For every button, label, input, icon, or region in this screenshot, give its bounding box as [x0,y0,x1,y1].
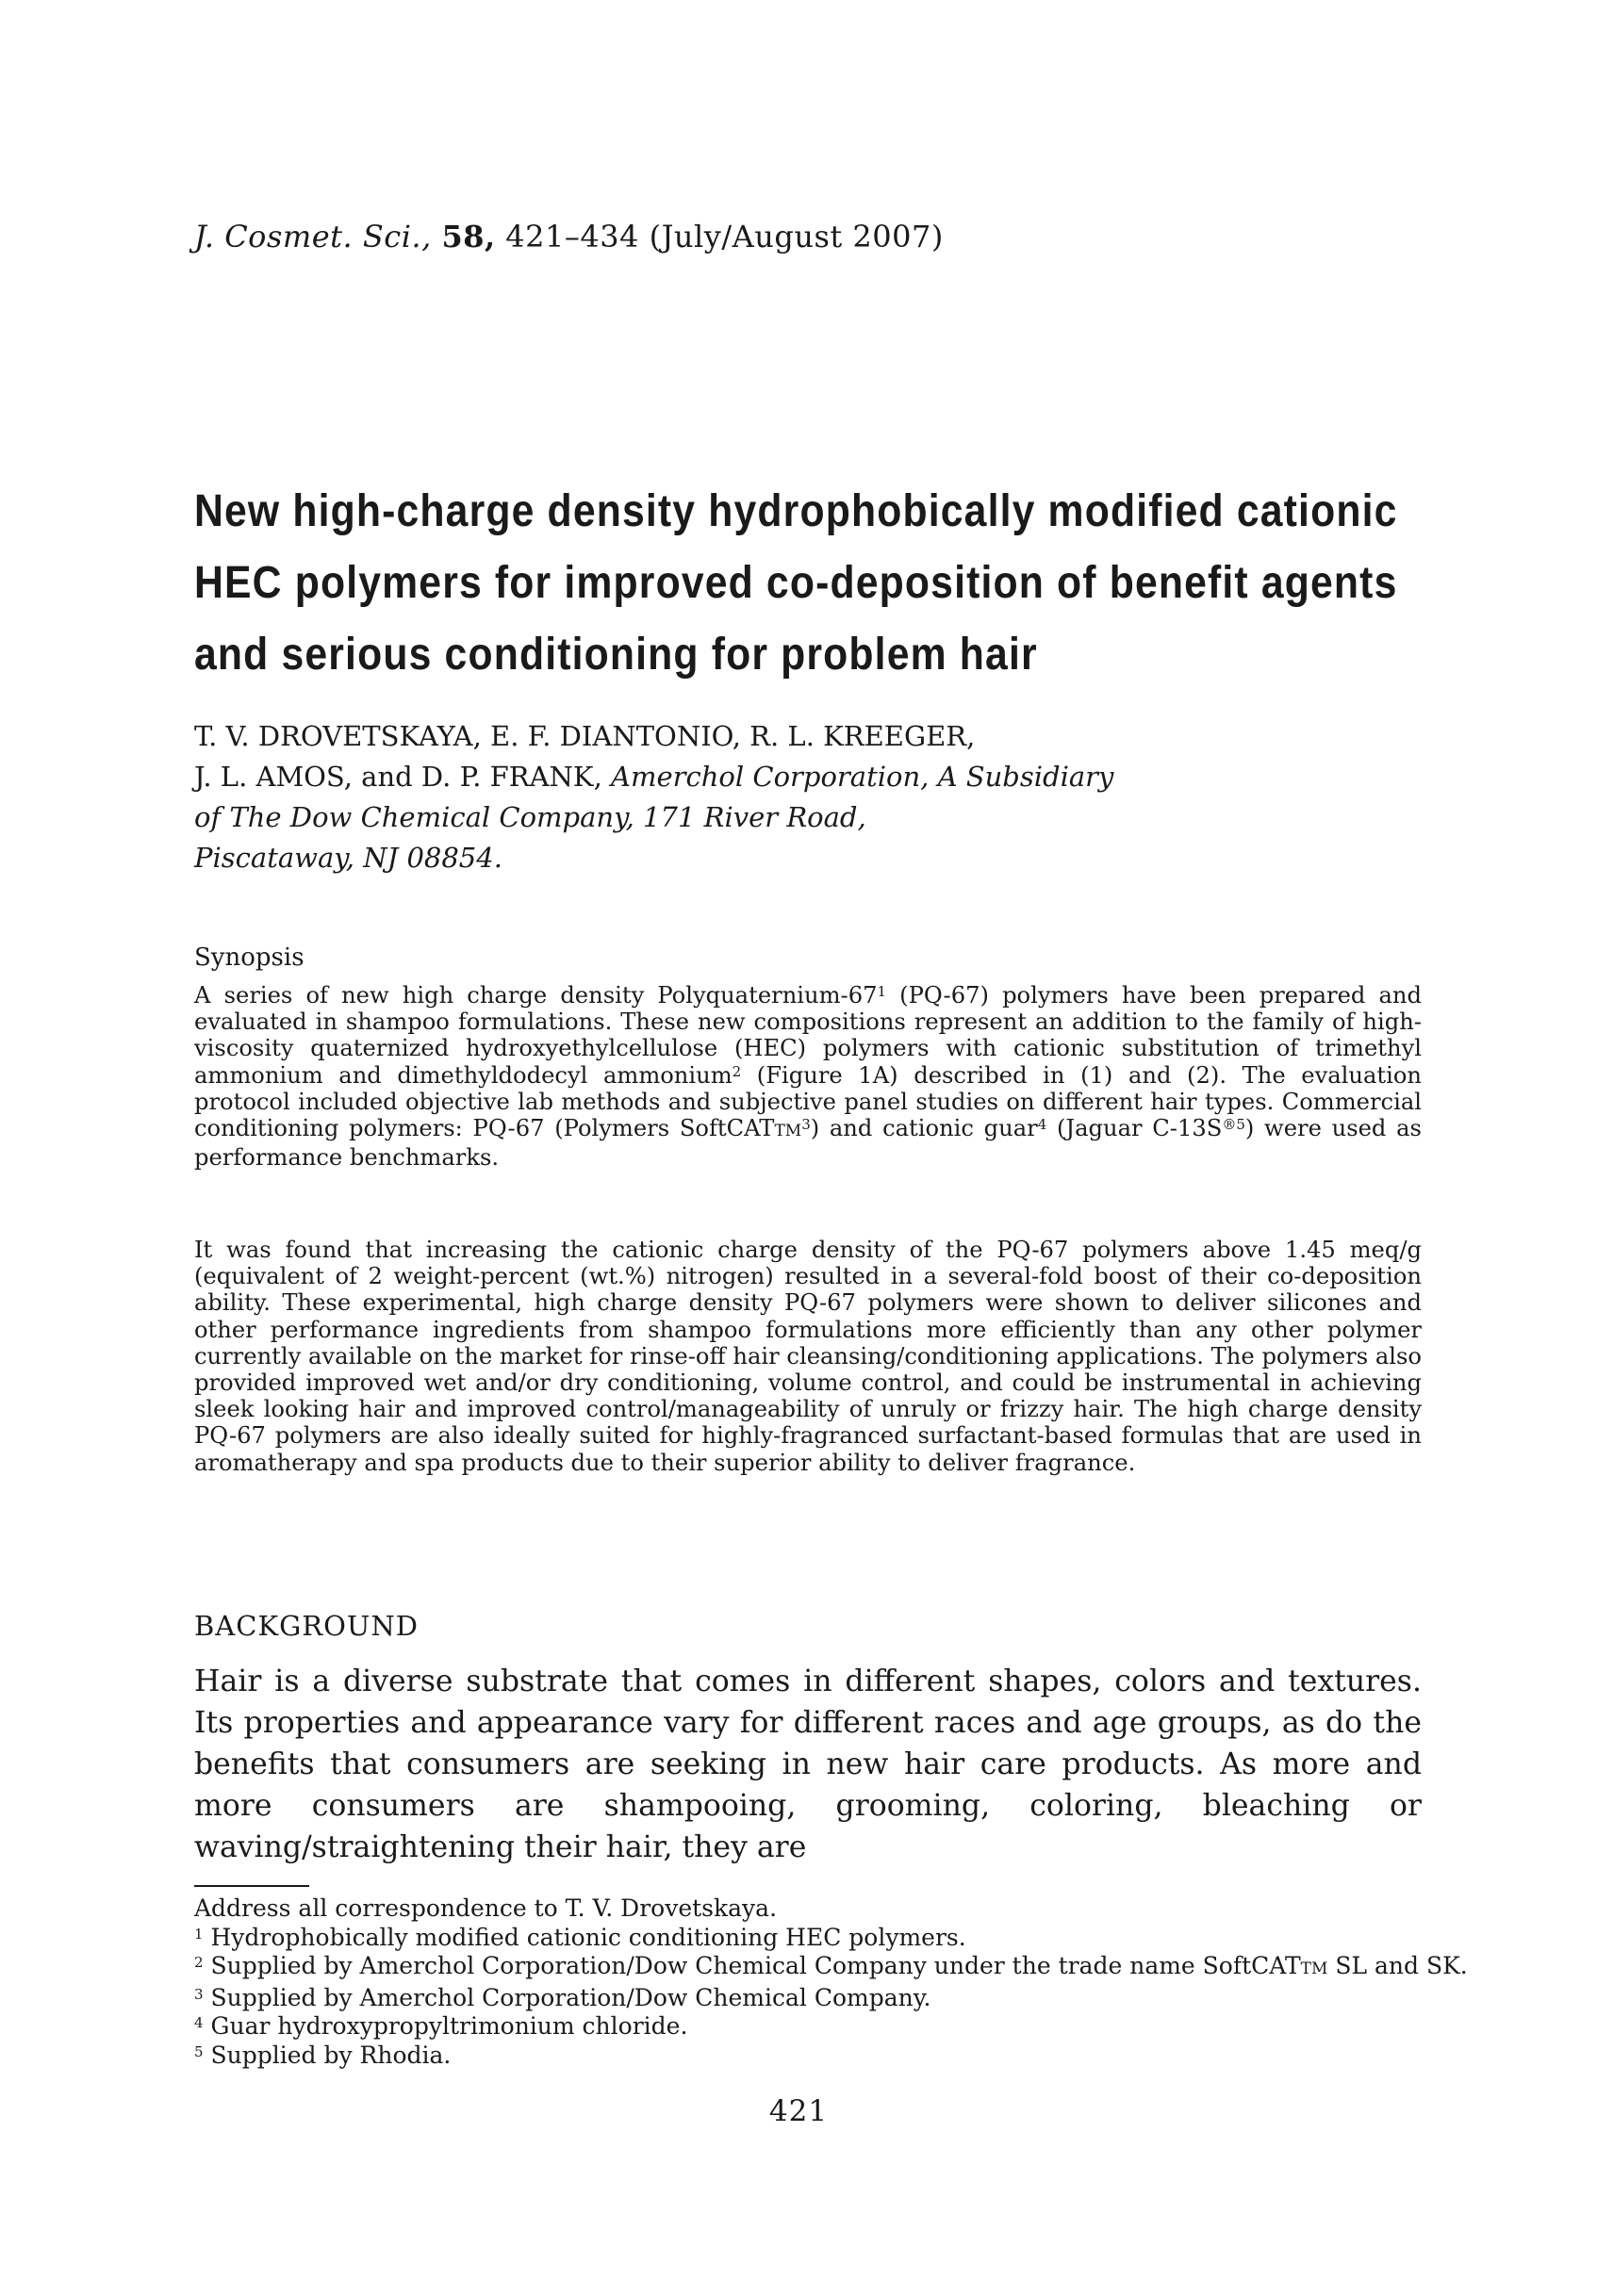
synopsis-heading: Synopsis [194,943,305,972]
synopsis-text: (PQ-67) polymers have been prepared and evaluated in shampoo formulations. These new compositions represent an addition to the family of high-viscosity quaternized hydroxyethylcellulose (HEC) polymers with cationic substitution of trimethyl ammonium and dimethyldodecyl ammonium [194,982,1422,1089]
footnote-rule [194,1885,309,1887]
journal-volume: 58, [441,219,496,254]
footnote-text: Guar hydroxypropyltrimonium chloride. [203,2012,688,2040]
footnote-2 [194,1952,1467,1984]
affiliation: Amerchol Corporation, A Subsidiary [611,761,1114,793]
page-number: 421 [768,2094,829,2128]
synopsis-text: (Jaguar C-13S [1046,1115,1223,1142]
footnote-mark: 4 [194,2014,204,2031]
footnote-5 [194,2042,1467,2071]
trademark-mark: TM [1300,1960,1328,1978]
footnote-text: SL and SK. [1327,1952,1468,1979]
synopsis-paragraph-2 [194,1237,1422,1476]
footnote-mark: 3 [194,1985,204,2003]
synopsis-text: A series of new high charge density Polyquaternium-67 [194,982,878,1009]
background-paragraph: Hair is a diverse substrate that comes in different shapes, colors and textures. Its properties and appearance vary for different races and age groups, as do the benefits that consumers are seeking in new hair care products. As more and more consumers are shampooing, grooming, coloring, bleaching or waving/straightening their hair, they are [194,1665,1422,1864]
footnote-4 [194,2012,1467,2042]
trademark-mark: TM [774,1122,802,1141]
title-line: and serious conditioning for problem hair [194,630,1038,680]
footnote-ref: 3 [801,1116,811,1134]
synopsis-text: ) were used as performance benchmarks. [194,1115,1422,1172]
footnote-ref: ®5 [1222,1116,1245,1134]
journal-reference [194,219,944,254]
footnote-mark: 5 [194,2042,204,2060]
footnote-3 [194,1984,1467,2013]
footnotes [194,1894,1467,2070]
author-names: J. L. AMOS, and D. P. FRANK, [194,761,602,793]
section-heading-background: BACKGROUND [194,1610,419,1642]
title-line: New high-charge density hydrophobically modified cationic [194,486,1398,536]
footnote-address: Address all correspondence to T. V. Drovetskaya. [194,1894,778,1922]
synopsis-paragraph-1 [194,982,1422,1171]
footnote-1 [194,1924,1467,1953]
author-line: T. V. DROVETSKAYA, E. F. DIANTONIO, R. L. KREEGER, [194,720,976,752]
footnote-mark: 2 [194,1954,204,1971]
author-line [194,757,1113,797]
footnote-text: Supplied by Amerchol Corporation/Dow Chemical Company. [203,1983,931,2011]
footnote-text: Supplied by Amerchol Corporation/Dow Chemical Company under the trade name SoftCAT [203,1952,1301,1979]
footnote-text: Hydrophobically modified cationic conditioning HEC polymers. [203,1923,966,1951]
synopsis-text: It was found that increasing the cationic charge density of the PQ-67 polymers above 1.45 meq/g (equivalent of 2 weight-percent (wt.%) nitrogen) resulted in a several-fold boost of their co-deposition ability. These experimental, high charge density PQ-67 polymers were shown to deliver silicones and other performance ingredients from shampoo formulations more efficiently than any other polymer currently available on the market for rinse-off hair cleansing/conditioning applications. The polymers also provided improved wet and/or dry conditioning, volume control, and could be instrumental in achieving sleek looking hair and improved control/manageability of unruly or frizzy hair. The high charge density PQ-67 polymers are also ideally suited for highly-fragranced surfactant-based formulas that are used in aromatherapy and spa products due to their superior ability to deliver fragrance. [194,1237,1422,1476]
affiliation-line: of The Dow Chemical Company, 171 River Road, [194,801,866,833]
footnote-ref: 2 [732,1062,742,1080]
title-line: HEC polymers for improved co-deposition of benefit agents [194,558,1398,608]
footnote-ref: 4 [1037,1116,1047,1134]
affiliation-line: Piscataway, NJ 08854. [194,842,502,874]
synopsis-text: (Figure 1A) described in (1) and (2). The evaluation protocol included objective lab methods and subjective panel studies on different hair types. Commercial conditioning polymers: PQ-67 (Polymers SoftCAT [194,1061,1422,1142]
footnote-ref: 1 [877,983,887,1000]
journal-name: J. Cosmet. Sci., [194,219,432,254]
synopsis-text: ) and cationic guar [810,1115,1038,1142]
author-block [194,716,1113,878]
article-title [194,476,1398,691]
footnote-text: Supplied by Rhodia. [203,2041,452,2069]
journal-pages-date: 421–434 (July/August 2007) [505,219,944,254]
footnote-mark: 1 [194,1925,204,1943]
